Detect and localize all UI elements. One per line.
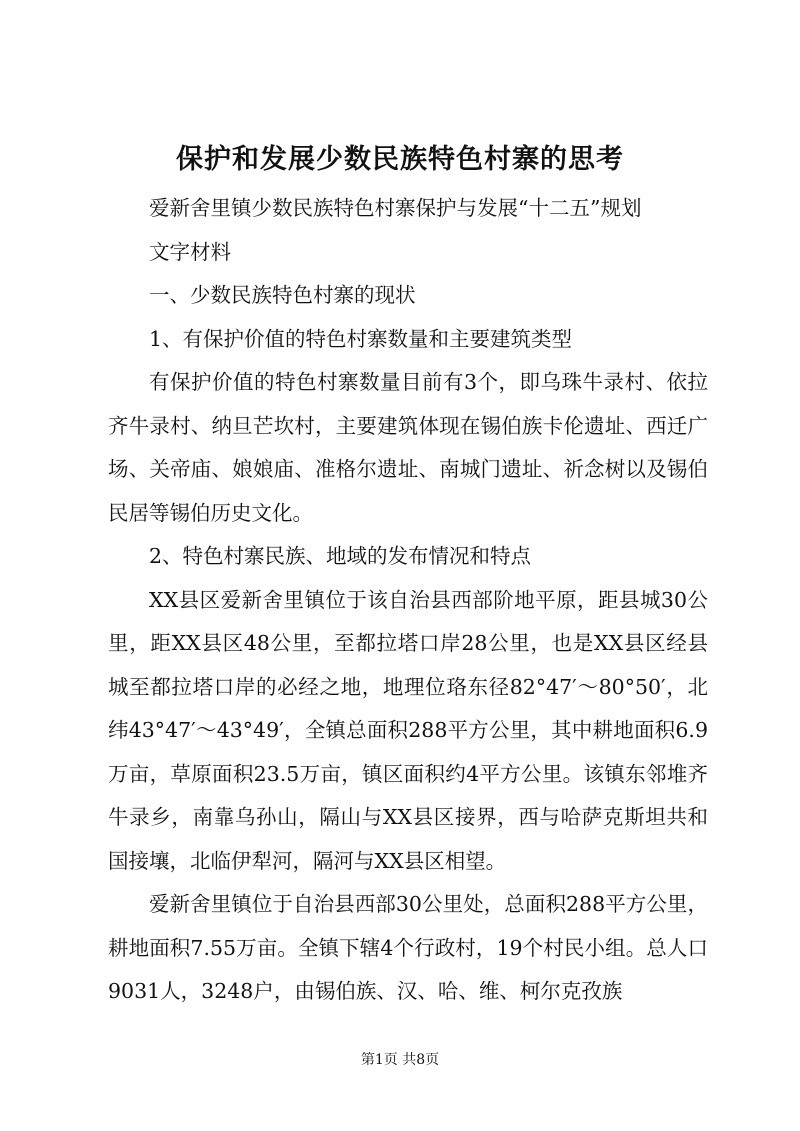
paragraph-subtitle: 爱新舍里镇少数民族特色村寨保护与发展“十二五”规划 <box>149 196 642 220</box>
subsection-heading-1: 1、有保护价值的特色村寨数量和主要建筑类型 <box>149 326 573 351</box>
paragraph-subtitle-cont: 文字材料 <box>149 239 231 264</box>
paragraph-population: 爱新舍里镇位于自治县西部30公里处，总面积288平方公里，耕地面积7.55万亩。全镇下辖4个行政村，19个村民小组。总人口9031人，3248户，由锡伯族、汉、哈、维、柯尔克孜族 <box>108 892 708 1003</box>
paragraph-geography: XX县区爱新舍里镇位于该自治县西部阶地平原，距县城30公里，距XX县区48公里，至都拉塔口岸28公里，也是XX县区经县城至都拉塔口岸的必经之地，地理位珞东径82°47′～80°50′，北纬43°47′～43°49′，全镇总面积288平方公里，其中耕地面积6.9万亩，草原面积23.5万亩，镇区面积约4平方公里。该镇东邻堆齐牛录乡，南靠乌孙山，隔山与XX县区接界，西与哈萨克斯坦共和国接壤，北临伊犁河，隔河与XX县区相望。 <box>108 587 708 873</box>
subsection-heading-2: 2、特色村寨民族、地域的发布情况和特点 <box>149 544 532 568</box>
document-body <box>108 187 708 1014</box>
document-title: 保护和发展少数民族特色村寨的思考 <box>176 144 624 175</box>
section-heading-1: 一、少数民族特色村寨的现状 <box>149 283 416 307</box>
paragraph-villages: 有保护价值的特色村寨数量目前有3个，即乌珠牛录村、依拉齐牛录村、纳旦芒坎村，主要建筑体现在锡伯族卡伦遗址、西迁广场、关帝庙、娘娘庙、准格尔遗址、南城门遗址、祈念树以及锡伯民居等锡伯历史文化。 <box>108 370 708 525</box>
page-footer: 第1页 共8页 <box>360 1052 440 1068</box>
